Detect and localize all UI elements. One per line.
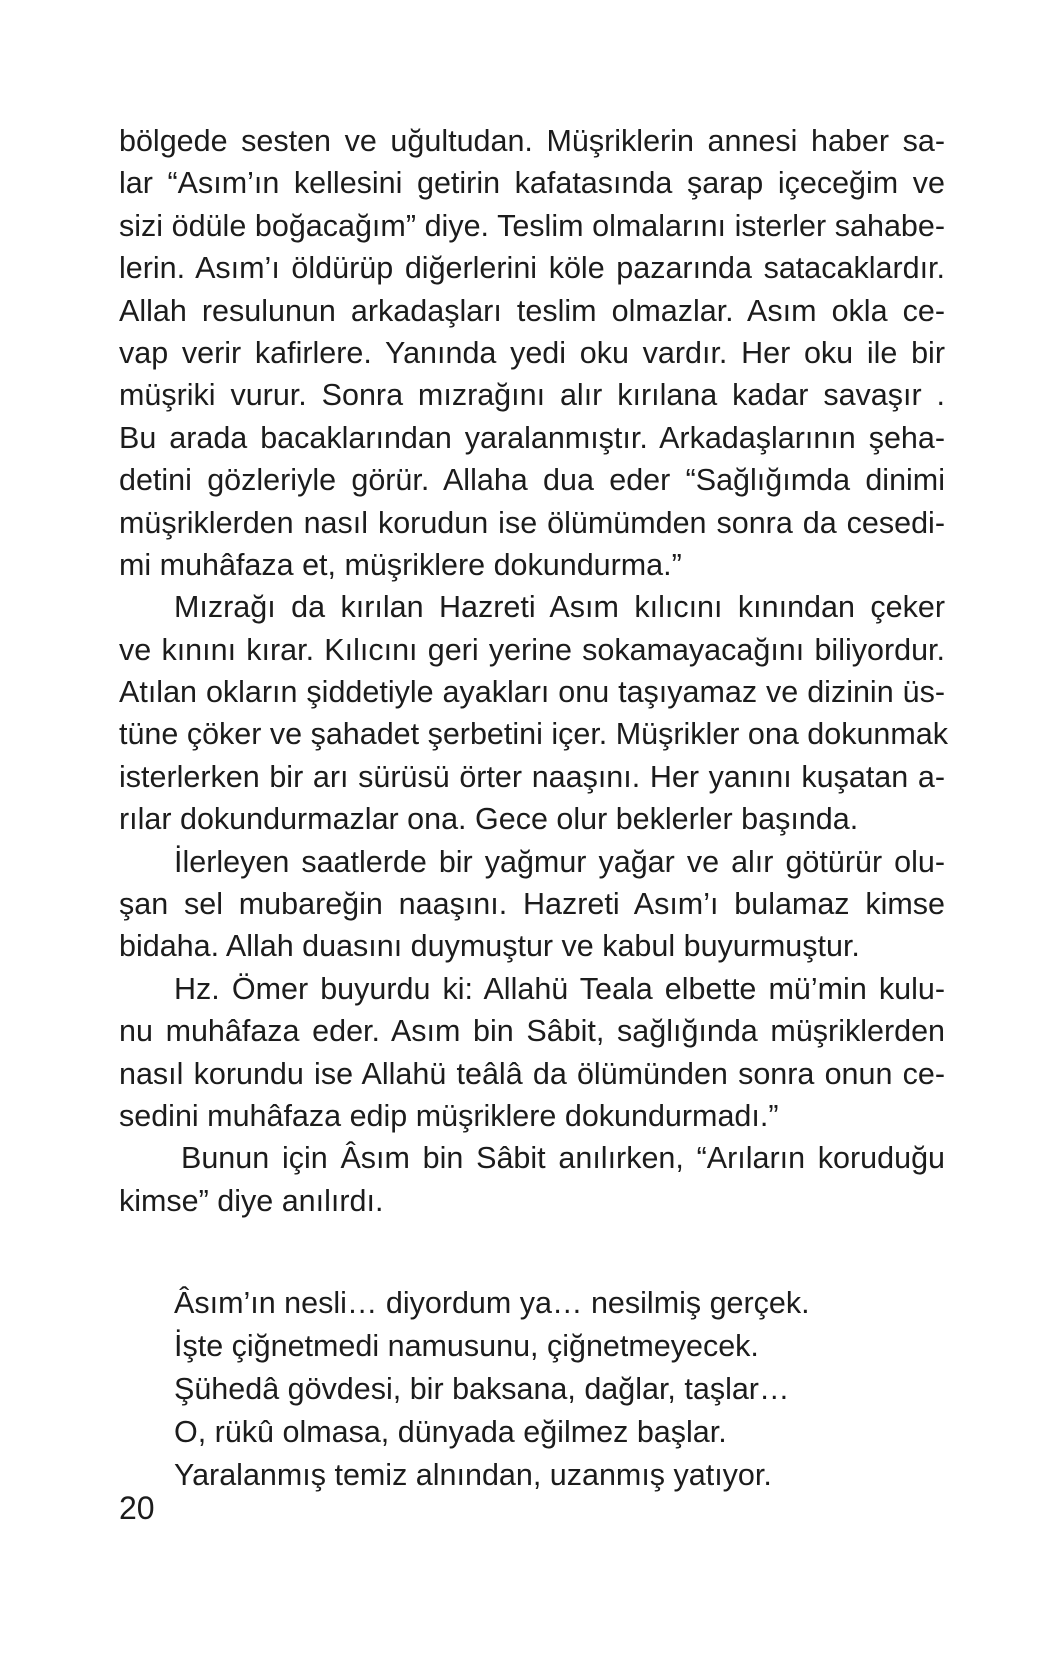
text-line: vap verir kafirlere. Yanında yedi oku vardır. Her oku ile bir	[119, 335, 945, 370]
text-line: lerin. Asım’ı öldürüp diğerlerini köle pazarında satacaklardır.	[119, 251, 945, 286]
text-line: nasıl korundu ise Allahü teâlâ da ölümünden sonra onun ce-	[119, 1056, 945, 1091]
text-line: isterlerken bir arı sürüsü örter naaşını. Her yanını kuşatan a-	[119, 759, 945, 794]
text-line: İlerleyen saatlerde bir yağmur yağar ve alır götürür olu-	[174, 844, 945, 879]
stanza-gap	[119, 1222, 945, 1282]
verse-line: İşte çiğnetmedi namusunu, çiğnetmeyecek.	[174, 1329, 759, 1364]
text-line: lar “Asım’ın kellesini getirin kafatasında şarap içeceğim ve	[119, 166, 945, 201]
text-line: bölgede sesten ve uğultudan. Müşriklerin annesi haber sa-	[119, 124, 945, 158]
verse-line: Yaralanmış temiz alnından, uzanmış yatıyor.	[174, 1458, 772, 1493]
text-line: bidaha. Allah duasını duymuştur ve kabul buyurmuştur.	[119, 929, 860, 964]
paragraph-4	[119, 968, 945, 1138]
text-line: rılar dokundurmazlar ona. Gece olur beklerler başında.	[119, 802, 859, 837]
text-line: sedini muhâfaza edip müşriklere dokundurmadı.”	[119, 1098, 779, 1133]
text-line: detini gözleriyle görür. Allaha dua eder “Sağlığımda dinimi	[119, 463, 945, 498]
poem-stanza	[119, 1282, 945, 1497]
paragraph-3	[119, 841, 945, 968]
paragraph-2	[119, 586, 949, 840]
text-line: Bu arada bacaklarından yaralanmıştır. Arkadaşlarının şeha-	[119, 420, 945, 455]
verse-line: O, rükû olmasa, dünyada eğilmez başlar.	[174, 1415, 727, 1450]
text-line: Allah resulunun arkadaşları teslim olmazlar. Asım okla ce-	[119, 293, 945, 328]
text-line: Atılan okların şiddetiyle ayakları onu taşıyamaz ve dizinin üs-	[119, 675, 945, 710]
text-line: müşriki vurur. Sonra mızrağını alır kırılana kadar savaşır .	[119, 378, 945, 413]
text-line: kimse” diye anılırdı.	[119, 1183, 384, 1218]
paragraph-1	[119, 120, 945, 586]
text-line: tüne çöker ve şahadet şerbetini içer. Müşrikler ona dokunmak	[119, 717, 949, 752]
paragraph-5	[119, 1137, 945, 1222]
text-line: nu muhâfaza eder. Asım bin Sâbit, sağlığında müşriklerden	[119, 1014, 945, 1049]
verse-line: Âsım’ın nesli… diyordum ya… nesilmiş gerçek.	[174, 1286, 810, 1321]
text-line: Hz. Ömer buyurdu ki: Allahü Teala elbette mü’min kulu-	[174, 971, 945, 1006]
text-line: sizi ödüle boğacağım” diye. Teslim olmalarını isterler sahabe-	[119, 208, 945, 243]
text-line: şan sel mubareğin naaşını. Hazreti Asım’ı bulamaz kimse	[119, 887, 945, 922]
text-line: müşriklerden nasıl korudun ise ölümümden sonra da cesedi-	[119, 505, 945, 540]
page-number: 20	[119, 1490, 155, 1526]
text-line: mi muhâfaza et, müşriklere dokundurma.”	[119, 547, 682, 582]
verse-line: Şühedâ gövdesi, bir baksana, dağlar, taşlar…	[174, 1372, 790, 1407]
text-line: Bunun için Âsım bin Sâbit anılırken, “Arıların koruduğu	[181, 1141, 945, 1176]
text-line: ve kınını kırar. Kılıcını geri yerine sokamayacağını biliyordur.	[119, 632, 945, 667]
page-body	[119, 120, 949, 1497]
text-line: Mızrağı da kırılan Hazreti Asım kılıcını kınından çeker	[174, 590, 945, 625]
